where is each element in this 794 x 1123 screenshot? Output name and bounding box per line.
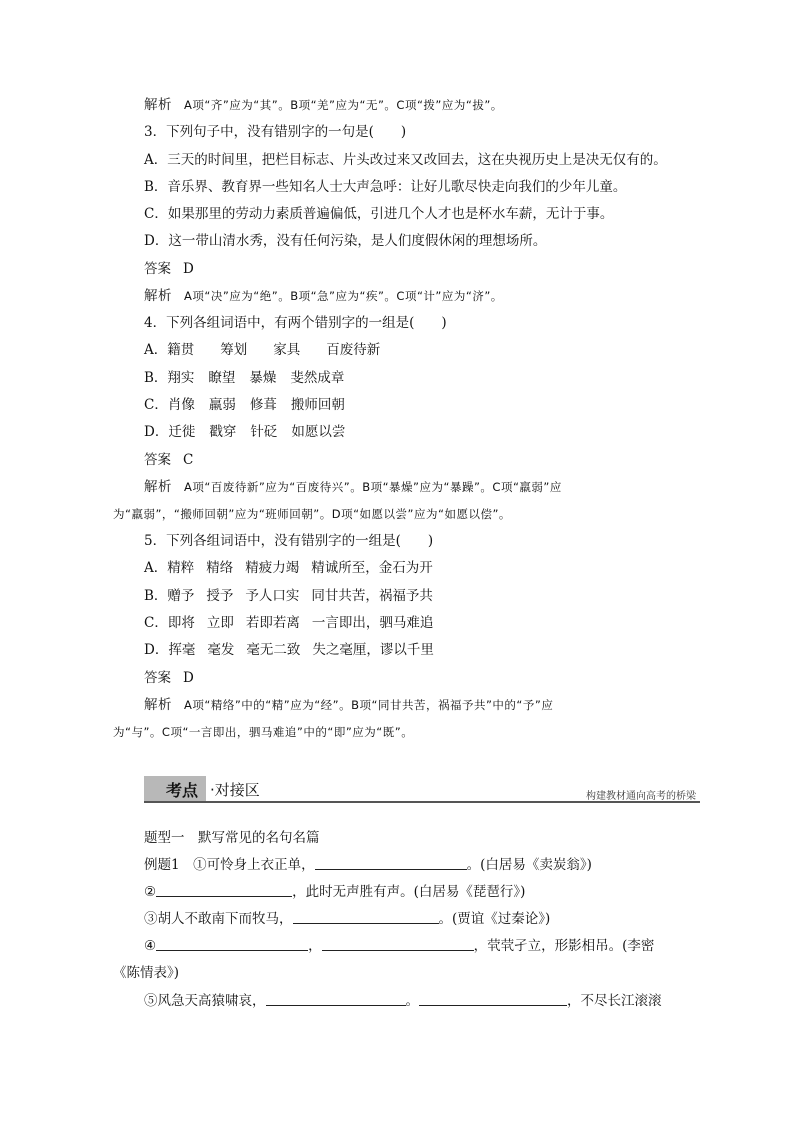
section-title: 考点	[166, 781, 199, 800]
word: 若即若离	[245, 615, 300, 631]
word: C．肖像	[144, 397, 195, 413]
q3-stem: 3．下列句子中，没有错别字的一句是( )	[144, 124, 407, 140]
prompt-text: ②	[144, 884, 157, 900]
explain-text: A项“齐”应为“其”。B项“羌”应为“无”。C项“拨”应为“拔”。	[184, 98, 503, 112]
q4-option-b	[144, 368, 344, 388]
q5-stem: 5．下列各组词语中，没有错别字的一组是( )	[144, 533, 434, 549]
q5-option-a	[144, 558, 433, 578]
word: 如愿以尝	[291, 424, 346, 440]
example-4-cont: 《陈情表》)	[113, 965, 180, 981]
punct: ，	[308, 938, 322, 954]
q4-option-a	[144, 340, 380, 360]
word: 修葺	[249, 397, 277, 413]
type1-heading: 题型一 默写常见的名句名篇	[144, 830, 320, 846]
word: 针砭	[250, 424, 278, 440]
q5-option-b	[144, 586, 433, 606]
answer-value: C	[183, 452, 194, 468]
q4-option-d	[144, 422, 345, 442]
word: D．挥毫	[144, 642, 196, 658]
q3-explanation	[144, 286, 503, 306]
q5-explanation-cont: 为“与”。C项“一言即出，驷马难追”中的“即”应为“既”。	[113, 725, 414, 739]
q5-option-c	[144, 613, 433, 633]
answer-value: D	[183, 261, 194, 277]
prompt-text: ⑤风急天高猿啸哀，	[144, 993, 266, 1009]
explain-text: A项“精络”中的“精”应为“经”。B项“同甘共苦，祸福予共”中的“予”应	[184, 698, 554, 712]
prompt-text: 例题1 ①可怜身上衣正单，	[144, 857, 315, 873]
q3-option-d: D．这一带山清水秀，没有任何污染，是人们度假休闲的理想场所。	[144, 233, 547, 249]
word: 百废待新	[326, 342, 381, 358]
q5-explanation	[144, 695, 553, 715]
answer-label: 答案	[144, 452, 171, 468]
word: A．精粹	[144, 560, 195, 576]
word: 毫发	[207, 642, 235, 658]
q4-explanation	[144, 477, 562, 497]
word: 羸弱	[208, 397, 236, 413]
answer-blank[interactable]	[315, 855, 467, 870]
word: A．籍贯	[144, 342, 195, 358]
word: 斐然成章	[290, 370, 345, 386]
explain-label: 解析	[144, 97, 172, 113]
word: 搬师回朝	[290, 397, 345, 413]
example-3	[144, 909, 550, 929]
q4-answer	[144, 450, 193, 470]
word: 家具	[273, 342, 301, 358]
word: 戳穿	[209, 424, 237, 440]
answer-blank[interactable]	[293, 909, 439, 924]
q2-explanation	[144, 95, 503, 115]
prompt-text: ，不尽长江滚滚	[567, 993, 662, 1009]
answer-blank[interactable]	[156, 882, 292, 897]
q5-option-d	[144, 640, 434, 660]
q4-explanation-cont: 为“羸弱”，“搬师回朝”应为“班师回朝”。D项“如愿以尝”应为“如愿以偿”。	[113, 507, 511, 521]
example-4	[144, 936, 654, 956]
section-tagline: 构建教材通向高考的桥梁	[586, 791, 696, 802]
section-subtitle: ·对接区	[210, 781, 260, 799]
section-header	[144, 776, 700, 802]
word: D．迁徙	[144, 424, 196, 440]
word: 立即	[206, 615, 234, 631]
explain-label: 解析	[144, 479, 172, 495]
example-2	[144, 882, 525, 902]
word: 一言即出，驷马难追	[311, 615, 434, 631]
section-divider	[144, 801, 700, 803]
source-text: ，茕茕孑立，形影相吊。(李密	[473, 938, 655, 954]
answer-label: 答案	[144, 670, 171, 686]
word: 暴燥	[249, 370, 277, 386]
word: 失之毫厘，谬以千里	[312, 642, 434, 658]
q5-answer	[144, 668, 194, 688]
word: 同甘共苦，祸福予共	[311, 588, 433, 604]
example-1	[144, 855, 592, 875]
punct: 。	[405, 993, 419, 1009]
answer-blank[interactable]	[266, 991, 406, 1006]
word: 筹划	[220, 342, 248, 358]
word: 毫无二致	[246, 642, 301, 658]
prompt-text: ③胡人不敢南下而牧马，	[144, 911, 293, 927]
explain-text: A项“决”应为“绝”。B项“急”应为“疾”。C项“计”应为“济”。	[184, 289, 503, 303]
q3-answer	[144, 259, 194, 279]
source-text: 。(贾谊《过秦论》)	[438, 911, 551, 927]
word: 瞭望	[208, 370, 236, 386]
word: C．即将	[144, 615, 195, 631]
q4-option-c	[144, 395, 345, 415]
answer-blank[interactable]	[156, 936, 308, 951]
word: B．赠予	[144, 588, 195, 604]
word: 授予	[206, 588, 234, 604]
q3-option-a: A．三天的时间里，把栏目标志、片头改过来又改回去，这在央视历史上是决无仅有的。	[144, 152, 667, 168]
answer-blank[interactable]	[419, 991, 567, 1006]
q4-stem: 4．下列各组词语中，有两个错别字的一组是( )	[144, 315, 447, 331]
word: 精络	[206, 560, 234, 576]
prompt-text: ④	[144, 938, 157, 954]
q3-option-c: C．如果那里的劳动力素质普遍偏低，引进几个人才也是杯水车薪，无计于事。	[144, 206, 614, 222]
explain-label: 解析	[144, 288, 172, 304]
word: 精诚所至，金石为开	[311, 560, 433, 576]
q3-option-b: B．音乐界、教育界一些知名人士大声急呼：让好儿歌尽快走向我们的少年儿童。	[144, 179, 627, 195]
answer-label: 答案	[144, 261, 171, 277]
answer-blank[interactable]	[322, 936, 474, 951]
explain-text: A项“百废待新”应为“百废待兴”。B项“暴燥”应为“暴躁”。C项“羸弱”应	[184, 480, 562, 494]
answer-value: D	[183, 670, 194, 686]
word: 精疲力竭	[245, 560, 300, 576]
example-5	[144, 991, 662, 1011]
explain-label: 解析	[144, 697, 172, 713]
source-text: ，此时无声胜有声。(白居易《琵琶行》)	[292, 884, 526, 900]
word: 予人口实	[245, 588, 300, 604]
source-text: 。(白居易《卖炭翁》)	[466, 857, 592, 873]
word: B．翔实	[144, 370, 195, 386]
